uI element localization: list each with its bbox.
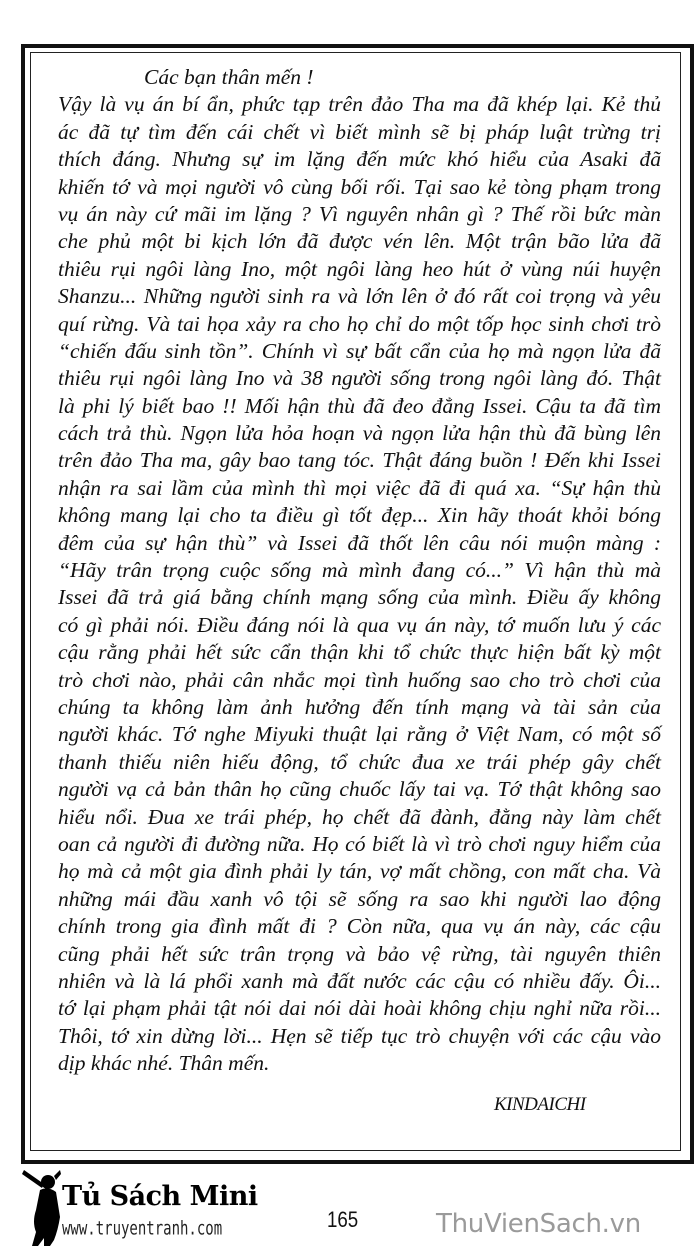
letter-line: “chiến đấu sinh tồn”. Chính vì sự bất cẩn của họ mà ngọn lửa đã [58,338,661,363]
logo-title: Tủ Sách Mini [62,1181,258,1212]
letter-line: những mái đầu xanh vô tội sẽ sống ra sao khi người lao động [58,886,661,911]
letter-line: không mang lại cho ta điều gì tốt đẹp... Xin hãy thoát khỏi bóng [58,503,661,528]
letter-line: ác đã tự tìm đến cái chết vì biết mình sẽ bị pháp luật trừng trị [58,119,661,144]
watermark: ThuVienSach.vn [436,1209,641,1239]
letter-line: nhận ra sai lầm của mình thì mọi việc đã đi quá xa. “Sự hận thù [58,475,661,500]
letter-line: Thôi, tớ xin dừng lời... Hẹn sẽ tiếp tục trò chuyện với các cậu vào [58,1023,661,1048]
letter-line: quí rừng. Và tai họa xảy ra cho họ chỉ do một tốp học sinh chơi trò [58,311,661,336]
letter-line: cũng phải hết sức trân trọng và bảo vệ rừng, tài nguyên thiên [58,941,661,966]
letter-line: họ mà cả một gia đình phải ly tán, vợ mất chồng, con mất cha. Và [58,859,661,884]
letter-line: oan cả người đi đường nữa. Họ có biết là vì trò chơi nguy hiểm của [58,831,661,856]
letter-line: trò chơi nào, phải cân nhắc mọi tình huống sao cho trò chơi của [58,667,661,692]
letter-line: chúng ta không làm ảnh hưởng đến tính mạng và tài sản của [58,694,661,719]
letter-line: có gì phải nói. Điều đáng nói là qua vụ án này, tớ muốn lưu ý các [58,612,661,637]
letter-line: Vậy là vụ án bí ẩn, phức tạp trên đảo Tha ma đã khép lại. Kẻ thủ [58,92,661,117]
letter-line: khiến tớ và mọi người vô cùng bối rối. Tại sao kẻ tòng phạm trong [58,174,661,199]
letter-line: trên đảo Tha ma, gây bao tang tóc. Thật đáng buồn ! Đến khi Issei [58,448,661,473]
letter-line: Shanzu... Những người sinh ra và lớn lên ở đó rất coi trọng và yêu [58,284,661,309]
letter-line: dịp khác nhé. Thân mến. [58,1051,270,1076]
letter-line: tớ lại phạm phải tật nói dai nói dài hoài không chịu nghỉ nữa rồi... [58,996,661,1021]
letter-line: chính trong gia đình mất đi ? Còn nữa, qua vụ án này, các cậu [58,914,661,939]
letter-line: vụ án này cứ mãi im lặng ? Vì nguyên nhân gì ? Thế rồi bức màn [58,201,661,226]
logo-url: www.truyentranh.com [62,1219,223,1240]
letter-line: người vạ cả bản thân họ cũng chuốc lấy tai vạ. Tớ thật không sao [58,777,661,802]
letter-line: thanh thiếu niên hiếu động, tổ chức đua xe trái phép gây chết [58,749,661,774]
letter-line: là phi lý biết bao !! Mối hận thù đã đeo đẳng Issei. Cậu ta đã tìm [58,393,661,418]
letter-line: nhiên và là lá phổi xanh mà đất nước các cậu có nhiều đấy. Ôi... [58,968,661,993]
letter-greeting: Các bạn thân mến ! [144,65,314,89]
letter-line: Issei đã trả giá bằng chính mạng sống của mình. Điều ấy không [58,585,661,610]
letter-line: đêm của sự hận thù” và Issei đã thốt lên câu nói muộn màng : [58,530,661,555]
page-number: 165 [327,1207,359,1232]
letter-line: cách trả thù. Ngọn lửa hỏa hoạn và ngọn lửa hận thù đã bùng lên [58,421,661,446]
letter-line: che phủ một bi kịch lớn đã được vén lên. Một trận bão lửa đã [58,229,661,254]
letter-line: thích đáng. Nhưng sự im lặng đến mức khó hiểu của Asaki đã [58,147,661,172]
letter-line: thiêu rụi ngôi làng Ino và 38 người sống trong ngôi làng đó. Thật [58,366,661,391]
letter-body [58,64,661,1077]
letter-line: cậu rằng phải hết sức cẩn thận khi tổ chức thực hiện bất kỳ một [58,640,661,665]
letter-line: thiêu rụi ngôi làng Ino, một ngôi làng heo hút ở vùng núi huyện [58,256,661,281]
letter-line: “Hãy trân trọng cuộc sống mà mình đang có...” Vì hận thù mà [58,558,661,583]
letter-line: hiểu nổi. Đua xe trái phép, họ chết đã đành, đằng này làm chết [58,804,661,829]
letter-line: người khác. Tớ nghe Miyuki thuật lại rằng ở Việt Nam, có một số [58,722,661,747]
letter-signature: KINDAICHI [494,1094,586,1115]
